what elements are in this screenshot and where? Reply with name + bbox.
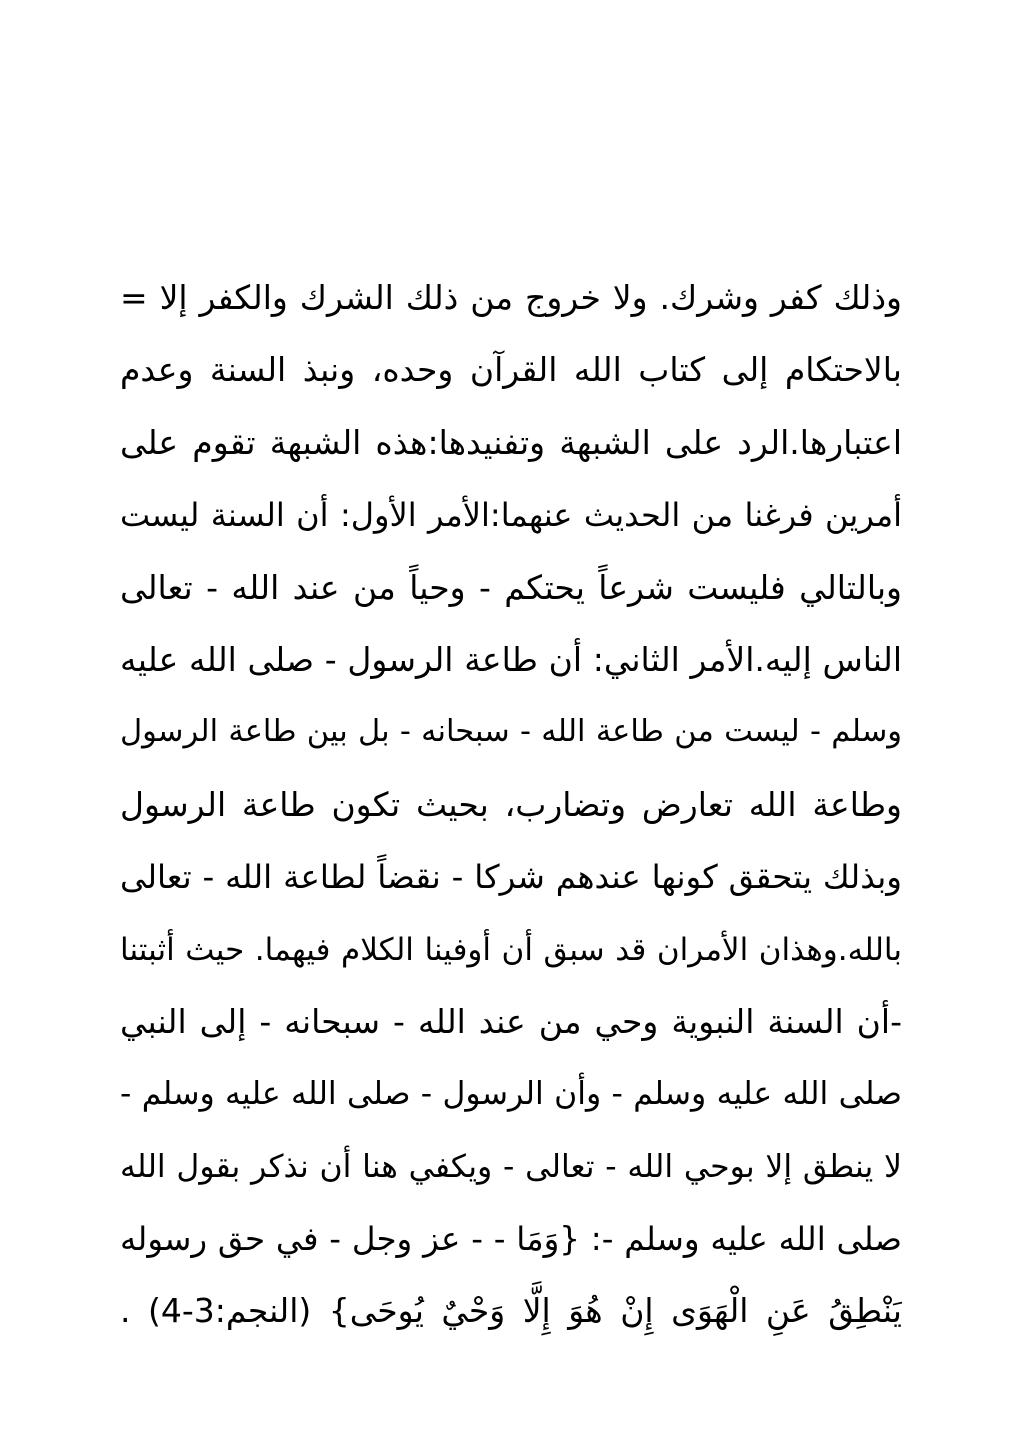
text-line-14: صلى الله عليه وسلم -: {وَمَا - - عز وجل - في حق رسوله (120, 1220, 902, 1259)
body-text (120, 262, 902, 1348)
text-line-8: وطاعة الله تعارض وتضارب، بحيث تكون طاعة الرسول (120, 784, 902, 824)
text-line-11: -أن السنة النبوية وحي من عند الله - سبحانه - إلى النبي (120, 1001, 902, 1041)
text-line-2: بالاحتكام إلى كتاب الله القرآن وحده، ونبذ السنة وعدم (120, 350, 902, 390)
text-line-10: بالله.وهذان الأمران قد سبق أن أوفينا الكلام فيهما. حيث أثبتنا (120, 931, 902, 968)
text-line-3: اعتبارها.الرد على الشبهة وتفنيدها:هذه الشبهة تقوم على (120, 422, 902, 462)
text-line-4: أمرين فرغنا من الحديث عنهما:الأمر الأول: أن السنة ليست (120, 496, 902, 535)
text-line-13: لا ينطق إلا بوحي الله - تعالى - ويكفي هنا أن نذكر بقول الله (120, 1148, 902, 1185)
text-line-15: يَنْطِقُ عَنِ الْهَوَى إِنْ هُوَ إِلَّا وَحْيٌ يُوحَى} (النجم:3-4) . (120, 1291, 902, 1331)
text-line-9: وبذلك يتحقق كونها عندهم شركا - نقضاً لطاعة الله - تعالى (120, 858, 902, 897)
text-line-12: صلى الله عليه وسلم - وأن الرسول - صلى الله عليه وسلم - (120, 1076, 902, 1113)
text-line-1: وذلك كفر وشرك. ولا خروج من ذلك الشرك والكفر إلا = (120, 278, 902, 317)
text-line-7: وسلم - ليست من طاعة الله - سبحانه - بل بين طاعة الرسول (120, 714, 902, 750)
text-line-6: الناس إليه.الأمر الثاني: أن طاعة الرسول - صلى الله عليه (120, 639, 902, 679)
text-line-5: وبالتالي فليست شرعاً يحتكم - وحياً من عند الله - تعالى (120, 567, 902, 607)
